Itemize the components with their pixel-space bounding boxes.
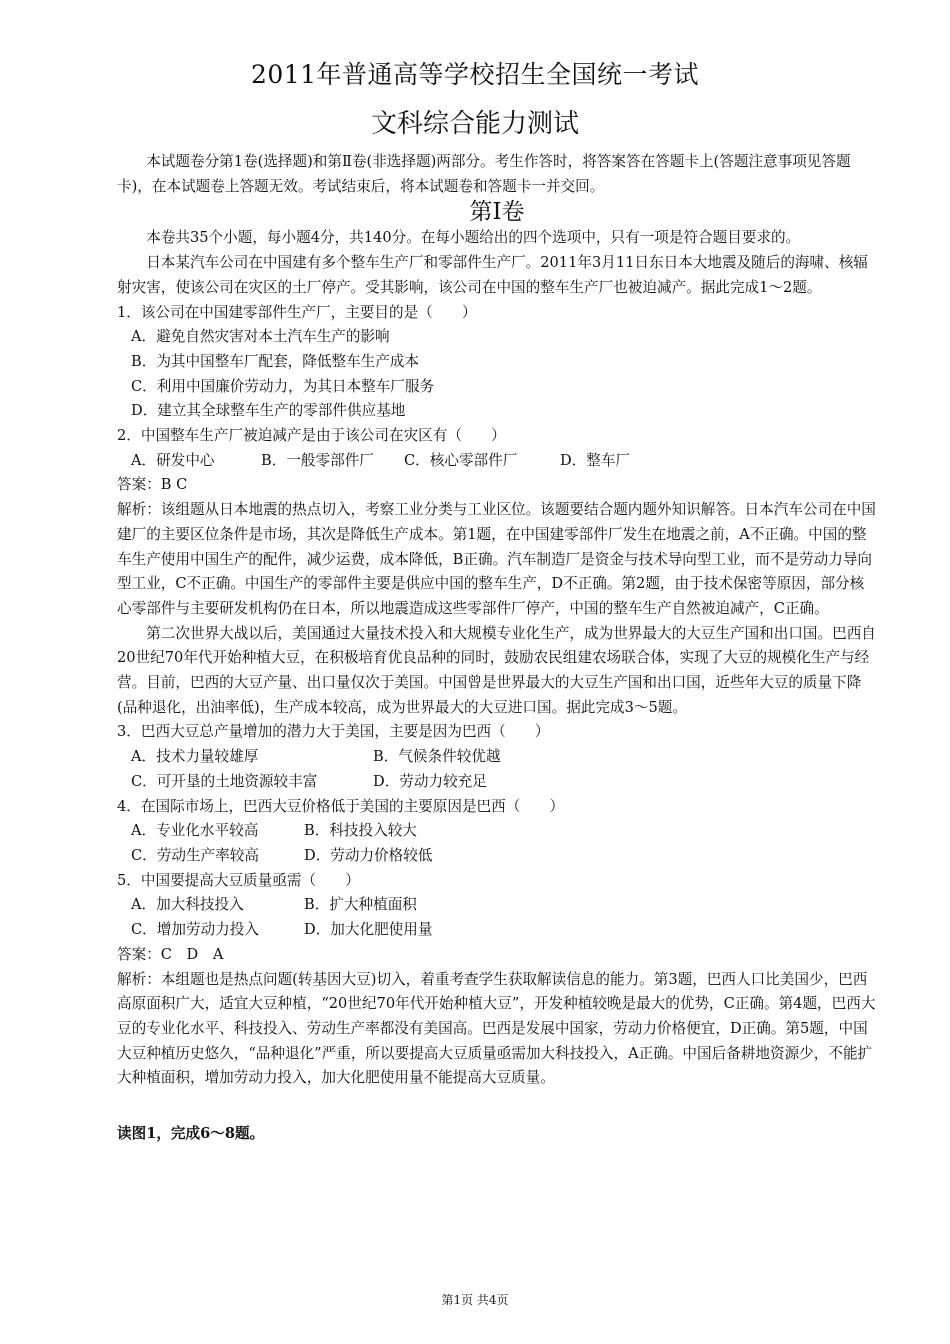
answer-1: 答案：B C (117, 476, 188, 494)
question-3-stem: 3．巴西大豆总产量增加的潜力大于美国，主要是因为巴西（ ） (117, 723, 550, 741)
question-4-option-a: A．专业化水平较高 (131, 822, 259, 840)
question-3-option-d: D．劳动力较充足 (373, 772, 487, 790)
page-footer: 第1页 共4页 (441, 1293, 509, 1307)
question-2-option-a: A．研发中心 (131, 451, 215, 469)
question-5-option-d: D．加大化肥使用量 (304, 921, 433, 939)
question-4-options-row-1 (117, 819, 877, 844)
question-3-option-a: A．技术力量较雄厚 (131, 748, 259, 766)
question-4-options-row-2 (117, 844, 877, 869)
analysis-2: 解析：本组题也是热点问题(转基因大豆)切入，着重考查学生获取解读信息的能力。第3题，巴西人口比美国少，巴西高原面积广大，适宜大豆种植，“20世纪70年代开始种植大豆”，开发种植较晚是最大的优势，C正确。第4题，巴西大豆的专业化水平、科技投入、劳动生产率都没有美国高。巴西是发展中国家，劳动力价格便宜，D正确。第5题，中国大豆种植历史悠久，“品种退化”严重，所以要提高大豆质量亟需加大科技投入，A正确。中国后备耕地资源少，不能扩大种植面积，增加劳动力投入，加大化肥使用量不能提高大豆质量。 (117, 970, 876, 1087)
question-5-option-a: A．加大科技投入 (131, 896, 244, 914)
question-4-option-c: C．劳动生产率较高 (131, 846, 259, 864)
passage-2: 第二次世界大战以后，美国通过大量技术投入和大规模专业化生产，成为世界最大的大豆生产国和出口国。巴西自20世纪70年代开始种植大豆，在积极培育优良品种的同时，鼓励农民组建农场联合体，实现了大豆的规模化生产与经营。目前，巴西的大豆产量、出口量仅次于美国。中国曾是世界最大的大豆生产国和出口国，近些年大豆的质量下降(品种退化，出油率低)，生产成本较高，成为世界最大的大豆进口国。据此完成3～5题。 (117, 624, 876, 716)
answer-2: 答案：C D A (117, 945, 224, 963)
question-2-option-b: B．一般零部件厂 (261, 451, 374, 469)
question-2-stem: 2．中国整车生产厂被迫减产是由于该公司在灾区有（ ） (117, 427, 506, 445)
exam-body (117, 150, 877, 1147)
question-5-options-row-2 (117, 918, 877, 943)
question-3-options-row-2 (117, 770, 877, 795)
question-1-stem: 1．该公司在中国建零部件生产厂，主要目的是（ ） (117, 303, 477, 321)
question-5-option-c: C．增加劳动力投入 (131, 921, 259, 939)
question-2-options (117, 449, 877, 474)
question-5-stem: 5．中国要提高大豆质量亟需（ ） (117, 871, 360, 889)
section-intro: 本卷共35个小题，每小题4分，共140分。在每小题给出的四个选项中，只有一项是符合题目要求的。 (146, 229, 801, 247)
exam-title: 2011年普通高等学校招生全国统一考试 (250, 60, 700, 89)
question-5-options-row-1 (117, 893, 877, 918)
question-3-options-row-1 (117, 745, 877, 770)
question-3-option-b: B．气候条件较优越 (373, 748, 501, 766)
question-1-option-d: D．建立其全球整车生产的零部件供应基地 (131, 402, 406, 420)
question-1-option-a: A．避免自然灾害对本土汽车生产的影响 (131, 328, 390, 346)
question-4-stem: 4．在国际市场上，巴西大豆价格低于美国的主要原因是巴西（ ） (117, 797, 565, 815)
question-4-option-d: D．劳动力价格较低 (304, 846, 433, 864)
question-1-option-b: B．为其中国整车厂配套，降低整车生产成本 (131, 352, 420, 370)
section-title: 第Ⅰ卷 (469, 199, 525, 226)
question-2-option-c: C．核心零部件厂 (404, 451, 518, 469)
intro-paragraph: 本试题卷分第1卷(选择题)和第Ⅱ卷(非选择题)两部分。考生作答时，将答案答在答题卡上(答题注意事项见答题卡)，在本试题卷上答题无效。考试结束后，将本试题卷和答题卡一并交回。 (117, 153, 851, 195)
question-1-option-c: C．利用中国廉价劳动力，为其日本整车厂服务 (131, 377, 435, 395)
question-4-option-b: B．科技投入较大 (304, 822, 417, 840)
exam-subtitle: 文科综合能力测试 (370, 109, 579, 139)
passage-1: 日本某汽车公司在中国建有多个整车生产厂和零部件生产厂。2011年3月11日东日本大地震及随后的海啸、核辐射灾害，使该公司在灾区的土厂停产。受其影响，该公司在中国的整车生产厂也被迫减产。据此完成1～2题。 (117, 254, 868, 296)
analysis-1: 解析：该组题从日本地震的热点切入，考察工业分类与工业区位。该题要结合题内题外知识解答。日本汽车公司在中国建厂的主要区位条件是市场，其次是降低生产成本。第1题，在中国建零部件厂发生在地震之前，A不正确。中国的整车生产使用中国生产的配件，减少运费，成本降低，B正确。汽车制造厂是资金与技术导向型工业，而不是劳动力导向型工业，C不正确。中国生产的零部件主要是供应中国的整车生产，D不正确。第2题，由于技术保密等原因，部分核心零部件与主要研发机构仍在日本，所以地震造成这些零部件厂停产，中国的整车生产自然被迫减产，C正确。 (117, 501, 876, 617)
question-2-option-d: D．整车厂 (560, 451, 631, 469)
read-figure-prompt: 读图1，完成6～8题。 (117, 1125, 265, 1143)
question-5-option-b: B．扩大种植面积 (304, 896, 417, 914)
question-3-option-c: C．可开垦的土地资源较丰富 (131, 772, 318, 790)
